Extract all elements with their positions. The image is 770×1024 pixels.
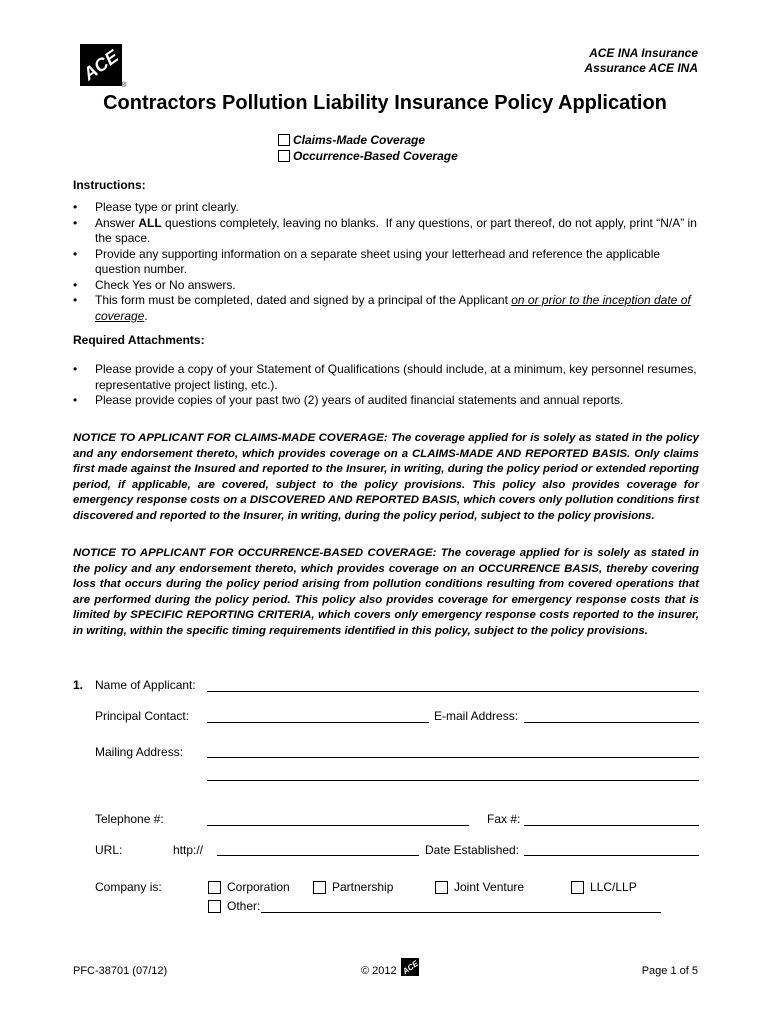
partnership-label: Partnership (332, 880, 394, 894)
name-label: Name of Applicant: (95, 678, 196, 692)
corporation-checkbox[interactable] (208, 881, 221, 894)
coverage-options (278, 132, 458, 164)
email-label: E-mail Address: (434, 709, 519, 723)
other-checkbox[interactable] (208, 900, 221, 913)
mailing-field-1[interactable] (207, 757, 699, 758)
other-option[interactable] (208, 899, 260, 913)
fax-label: Fax #: (487, 812, 521, 826)
joint-venture-checkbox[interactable] (435, 881, 448, 894)
joint-venture-option[interactable] (435, 880, 524, 894)
instructions-heading: Instructions: (73, 178, 146, 192)
url-prefix: http:// (173, 843, 204, 857)
ace-logo: ACE (80, 44, 122, 86)
list-item: • Please type or print clearly. (73, 200, 699, 216)
company-type-label: Company is: (95, 880, 162, 894)
corporation-label: Corporation (227, 880, 290, 894)
principal-field[interactable] (207, 722, 429, 723)
occurrence-notice: NOTICE TO APPLICANT FOR OCCURRENCE-BASED COVERAGE: The coverage applied for is solely as stated in the policy and any endorsement thereto, which provides coverage on an OCCURRENCE BASIS, thereby covering loss that occurs during the policy period arising from pollution conditions resulting from covered operations that are performed during the policy period. This policy also provides coverage for emergency response costs that is limited by SPECIFIC REPORTING CRITERIA, which covers only emergency response costs reported to the insurer, in writing, within the specific timing requirements identified in this policy, subject to the policy provisions. (73, 547, 699, 637)
copyright: © 2012 (361, 965, 397, 977)
list-item: • Please provide a copy of your Statement of Qualifications (should include, at a minimum, key personnel resumes, representative project listing, etc.). (73, 362, 699, 393)
form-number: PFC-38701 (07/12) (73, 965, 168, 977)
email-field[interactable] (524, 722, 699, 723)
list-item: • Answer ALL questions completely, leaving no blanks. If any questions, or part thereof, do not apply, print “N/A” in the space. (73, 216, 699, 247)
llc-llp-checkbox[interactable] (571, 881, 584, 894)
principal-label: Principal Contact: (95, 709, 190, 723)
list-item: • Provide any supporting information on a separate sheet using your letterhead and reference the applicable question number. (73, 247, 699, 278)
name-field[interactable] (207, 691, 699, 692)
telephone-label: Telephone #: (95, 812, 164, 826)
llc-llp-option[interactable] (571, 880, 637, 894)
claims-made-label: Claims-Made Coverage (293, 133, 426, 147)
partnership-checkbox[interactable] (313, 881, 326, 894)
attachments-heading: Required Attachments: (73, 333, 205, 347)
list-item: • This form must be completed, dated and signed by a principal of the Applicant on or prior to the inception date of coverage. (73, 293, 699, 324)
claims-made-option[interactable] (278, 132, 458, 148)
date-established-field[interactable] (524, 855, 699, 856)
list-item: • Please provide copies of your past two (2) years of audited financial statements and annual reports. (73, 393, 699, 409)
ace-logo-small: ACE (400, 958, 420, 976)
occurrence-checkbox[interactable] (278, 150, 290, 162)
company-line-1: ACE INA Insurance (589, 46, 698, 60)
list-item: • Check Yes or No answers. (73, 278, 699, 294)
other-label: Other: (227, 899, 261, 913)
attachments-list (73, 362, 699, 409)
url-field[interactable] (217, 855, 419, 856)
llc-llp-label: LLC/LLP (590, 880, 637, 894)
date-established-label: Date Established: (425, 843, 520, 857)
telephone-field[interactable] (207, 825, 469, 826)
page-title: Contractors Pollution Liability Insurance Policy Application (103, 92, 667, 114)
url-label: URL: (95, 843, 123, 857)
mailing-field-2[interactable] (207, 780, 699, 781)
fax-field[interactable] (524, 825, 699, 826)
company-line-2: Assurance ACE INA (584, 61, 698, 75)
joint-venture-label: Joint Venture (454, 880, 525, 894)
claims-made-checkbox[interactable] (278, 134, 290, 146)
page-number: Page 1 of 5 (641, 965, 698, 977)
instructions-list (73, 200, 699, 324)
claims-made-notice: NOTICE TO APPLICANT FOR CLAIMS-MADE COVERAGE: The coverage applied for is solely as stated in the policy and any endorsement thereto, which provides coverage on a CLAIMS-MADE AND REPORTED BASIS. Only claims first made against the Insured and reported to the Insurer, in writing, during the policy period or extended reporting period, if applicable, are covered, subject to the policy provisions. This policy also provides coverage for emergency response costs on a DISCOVERED AND REPORTED BASIS, which covers only pollution conditions first discovered and reported to the Insurer, in writing, during the policy period, subject to the policy provisions. (73, 432, 699, 522)
corporation-option[interactable] (208, 880, 290, 894)
registered-mark: ® (121, 82, 127, 89)
question-number: 1. (73, 678, 84, 692)
company-name (584, 46, 698, 76)
occurrence-label: Occurrence-Based Coverage (293, 149, 458, 163)
mailing-label: Mailing Address: (95, 745, 184, 759)
occurrence-option[interactable] (278, 148, 458, 164)
other-field[interactable] (261, 912, 661, 913)
partnership-option[interactable] (313, 880, 393, 894)
